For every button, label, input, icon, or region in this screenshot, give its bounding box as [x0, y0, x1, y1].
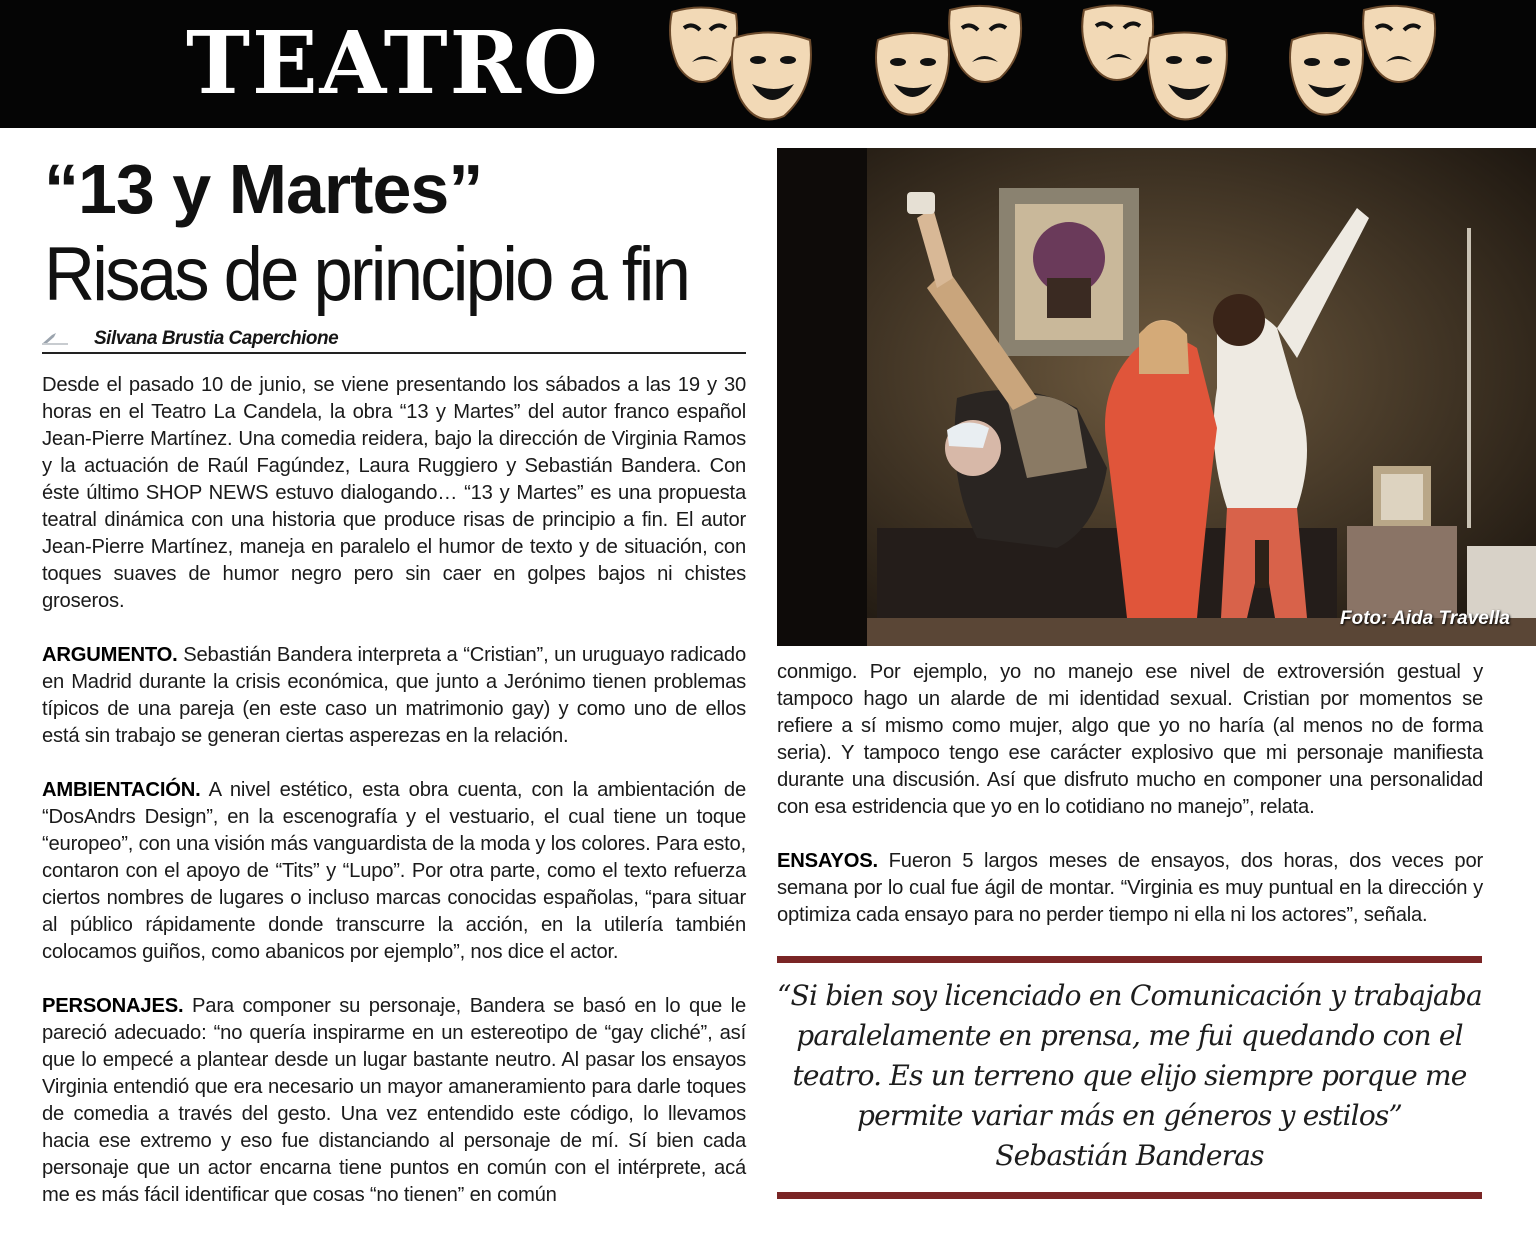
article-subtitle: Risas de principio a fin — [44, 232, 689, 317]
theater-masks-icon — [664, 4, 824, 128]
section-argumento — [42, 642, 746, 750]
intro-paragraph: Desde el pasado 10 de junio, se viene presentando los sábados a las 19 y 30 horas en el Teatro La Candela, la obra “13 y Martes” del autor franco español Jean-Pierre Martínez. Una comedia reidera, bajo la dirección de Virginia Ramos y la actuación de Raúl Fagúndez, Laura Ruggiero y Sebastián Bandera. Con éste último SHOP NEWS estuvo dialogando… “13 y Martes” es una propuesta teatral dinámica con una historia que produce risas de principio a fin. El autor Jean-Pierre Martínez, maneja en paralelo el humor de texto y de situación, con toques suaves de humor negro pero sin caer en golpes bajos ni chistes groseros. — [42, 374, 746, 612]
pull-quote-attribution: Sebastián Banderas — [995, 1139, 1264, 1172]
pen-icon — [42, 331, 68, 345]
section-label: ENSAYOS. — [777, 850, 878, 872]
quote-rule-bottom — [777, 1192, 1482, 1199]
article-headline — [44, 148, 764, 320]
section-ensayos — [777, 848, 1483, 929]
section-label: AMBIENTACIÓN. — [42, 779, 201, 801]
section-text: Sebastián Bandera interpreta a “Cristian”, un uruguayo radicado en Madrid durante la crisis económica, que junto a Jerónimo tienen problemas típicos de una pareja (en este caso un matrimonio gay) y como uno de ellos está sin trabajo se generan ciertas asperezas en la relación. — [42, 644, 746, 747]
pull-quote — [777, 976, 1482, 1176]
section-text: Para componer su personaje, Bandera se basó en lo que le pareció adecuado: “no quería inspirarme en un estereotipo de “gay cliché”, así que lo empecé a plantear desde un lugar bastante neutro. Al pasar los ensayos Virginia entendió que era necesario un mayor amaneramiento para darle toques de comedia a través del gesto. Una vez entendido este código, lo llevamos hacia ese extremo y eso fue distanciando al personaje de mí. Sí bien cada personaje que un actor encarna tiene puntos en común con el intérprete, acá me es más fácil identificar que cosas “no tienen” en común — [42, 995, 746, 1206]
section-label: ARGUMENTO. — [42, 644, 178, 666]
article-title: “13 y Martes” — [44, 150, 483, 228]
quote-rule-top — [777, 956, 1482, 963]
section-label: PERSONAJES. — [42, 995, 184, 1017]
article-body-right — [777, 659, 1483, 956]
pull-quote-text: “Si bien soy licenciado en Comunicación y trabajaba paralelamente en prensa, me fui quedando con el teatro. Es un terreno que elijo siempre porque me permite variar más en géneros y estilos” — [777, 979, 1482, 1132]
byline — [42, 328, 746, 354]
section-title: TEATRO — [186, 13, 600, 114]
section-text: Fueron 5 largos meses de ensayos, dos horas, dos veces por semana por lo cual fue ágil de montar. “Virginia es muy puntual en la dirección y optimiza cada ensayo para no perder tiempo ni ella ni los actores”, señala. — [777, 850, 1483, 926]
section-ambientacion — [42, 777, 746, 966]
author-name: Silvana Brustia Caperchione — [94, 328, 339, 349]
section-personajes — [42, 993, 746, 1209]
theater-masks-icon — [1288, 4, 1448, 128]
personajes-continuation: conmigo. Por ejemplo, yo no manejo ese nivel de extroversión gestual y tampoco hago un alarde de mi identidad sexual. Cristian por momentos se refiere a sí mismo como mujer, algo que yo no haría (al menos no de forma seria). Y tampoco tengo ese carácter explosivo que mi personaje manifiesta durante una discusión. Así que disfruto mucho en componer una personalidad con esa estridencia que yo en lo cotidiano no manejo”, relata. — [777, 661, 1483, 818]
theater-masks-icon — [874, 4, 1034, 128]
stage-photo — [777, 148, 1536, 646]
section-banner — [0, 0, 1536, 128]
theater-masks-icon — [1078, 4, 1238, 128]
article-body-left — [42, 372, 746, 1236]
section-text: A nivel estético, esta obra cuenta, con la ambientación de “DosAndrs Design”, en la escenografía y el vestuario, el cual tiene un toque “europeo”, con una visión más vanguardista de la moda y los colores. Para esto, contaron con el apoyo de “Tits” y “Lupo”. Por otra parte, como el texto refuerza ciertos nombres de lugares o incluso marcas conocidas españolas, “para situar al público rápidamente donde transcurre la acción, en la utilería también colocamos guiños, como abanicos por ejemplo”, nos dice el actor. — [42, 779, 746, 963]
photo-credit: Foto: Aida Travella — [1340, 608, 1510, 629]
